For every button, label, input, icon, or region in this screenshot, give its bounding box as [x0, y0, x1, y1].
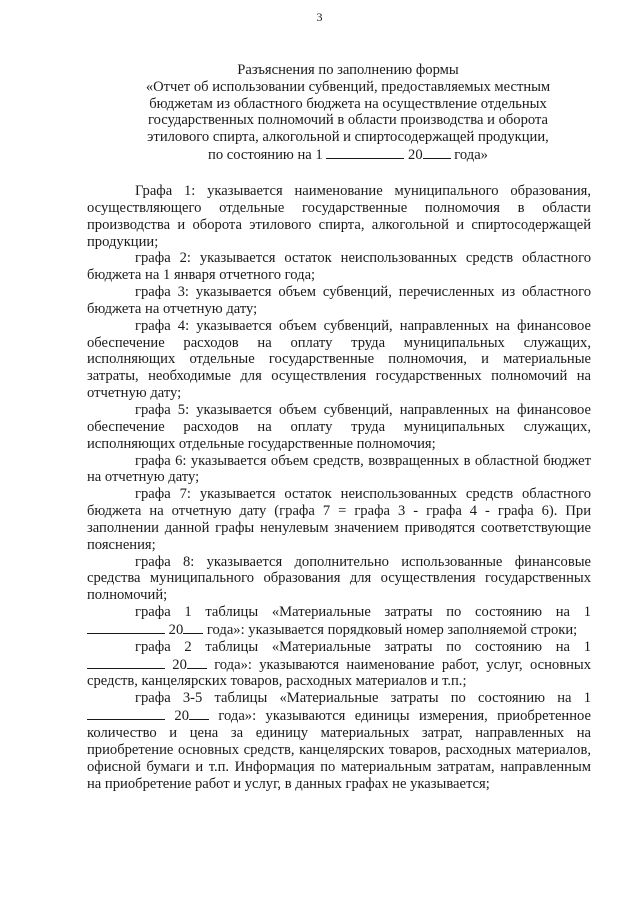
table-column-prefix: графа 1 таблицы «Материальные затраты по состоянию на 1: [135, 604, 591, 621]
date-blank: [87, 707, 165, 720]
table-column-year: 20: [174, 708, 189, 725]
title-date-year: 20: [408, 146, 423, 163]
table-column-year: 20: [168, 621, 184, 638]
title-year-blank: [423, 146, 451, 159]
column-description-8: графа 8: указывается дополнительно использованные финансовые средства муниципального образования для осуществления государственных полномочий;: [87, 553, 591, 604]
title-line: этилового спирта, алкогольной и спиртосодержащей продукции,: [147, 129, 549, 146]
column-description-4: графа 4: указывается объем субвенций, направленных на финансовое обеспечение расходов на оплату труда муниципальных служащих, исполняющих отдельные государственные полномочия, и материальные затраты, необходимые для осуществления государственных полномочий на отчетную дату;: [87, 317, 591, 402]
title-line: Разъяснения по заполнению формы: [237, 62, 459, 78]
date-blank: [87, 656, 165, 669]
column-description-3: графа 3: указывается объем субвенций, перечисленных из областного бюджета на отчетную дату;: [87, 284, 591, 317]
column-description-2: графа 2: указывается остаток неиспользованных средств областного бюджета на 1 января отчетного года;: [87, 250, 591, 284]
year-blank: [187, 656, 207, 669]
table-column-suffix: года»: указывается порядковый номер заполняемой строки;: [206, 621, 578, 638]
column-description-6: графа 6: указывается объем средств, возвращенных в областной бюджет на отчетную дату;: [87, 452, 591, 486]
title-day-month-blank: [326, 146, 404, 159]
title-date-suffix: года»: [454, 146, 488, 163]
title-date-prefix: по состоянию на 1: [208, 146, 323, 163]
title-line: «Отчет об использовании субвенций, предоставляемых местным: [145, 78, 551, 95]
date-blank: [87, 621, 165, 634]
title-date-line: [120, 146, 576, 164]
year-blank: [183, 621, 203, 634]
table-column-suffix: года»: указываются единицы измерения, приобретенное количество и цена за единицу материальных затрат, направленных на приобретение основных средств, канцелярских товаров, расходных материалов, офисной бумаги и т.п. Информация по материальным затратам, направленным на приобретение работ и услуг, в данных графах не указывается;: [87, 708, 592, 792]
table-column-description-3: [87, 690, 591, 792]
document-body: [87, 183, 591, 792]
table-column-description-1: [87, 604, 591, 639]
document-title: [120, 62, 576, 164]
column-description-7: графа 7: указывается остаток неиспользованных средств областного бюджета на отчетную дату (графа 7 = графа 3 - графа 4 - графа 6). При заполнении данной графы ненулевым значением приводятся соответствующие пояснения;: [87, 486, 591, 553]
column-description-1: Графа 1: указывается наименование муниципального образования, осуществляющего отдельные государственные полномочия в области производства и оборота этилового спирта, алкогольной и спиртосодержащей продукции;: [87, 183, 591, 250]
table-column-description-2: [87, 639, 591, 691]
table-column-prefix: графа 2 таблицы «Материальные затраты по состоянию на 1: [135, 638, 591, 655]
table-column-suffix: года»: указываются наименование работ, услуг, основных средств, канцелярских товаров, расходных материалов и т.п.;: [87, 656, 592, 690]
table-column-prefix: графа 3-5 таблицы «Материальные затраты по состоянию на 1: [135, 690, 591, 707]
column-description-5: графа 5: указывается объем субвенций, направленных на финансовое обеспечение расходов на оплату труда муниципальных служащих, исполняющих отдельные государственные полномочия;: [87, 401, 591, 452]
page-number: 3: [316, 10, 323, 24]
title-line: государственных полномочий в области производства и оборота: [147, 112, 549, 129]
year-blank: [189, 707, 209, 720]
title-line: бюджетам из областного бюджета на осуществление отдельных: [149, 95, 547, 112]
table-column-year: 20: [172, 656, 187, 673]
